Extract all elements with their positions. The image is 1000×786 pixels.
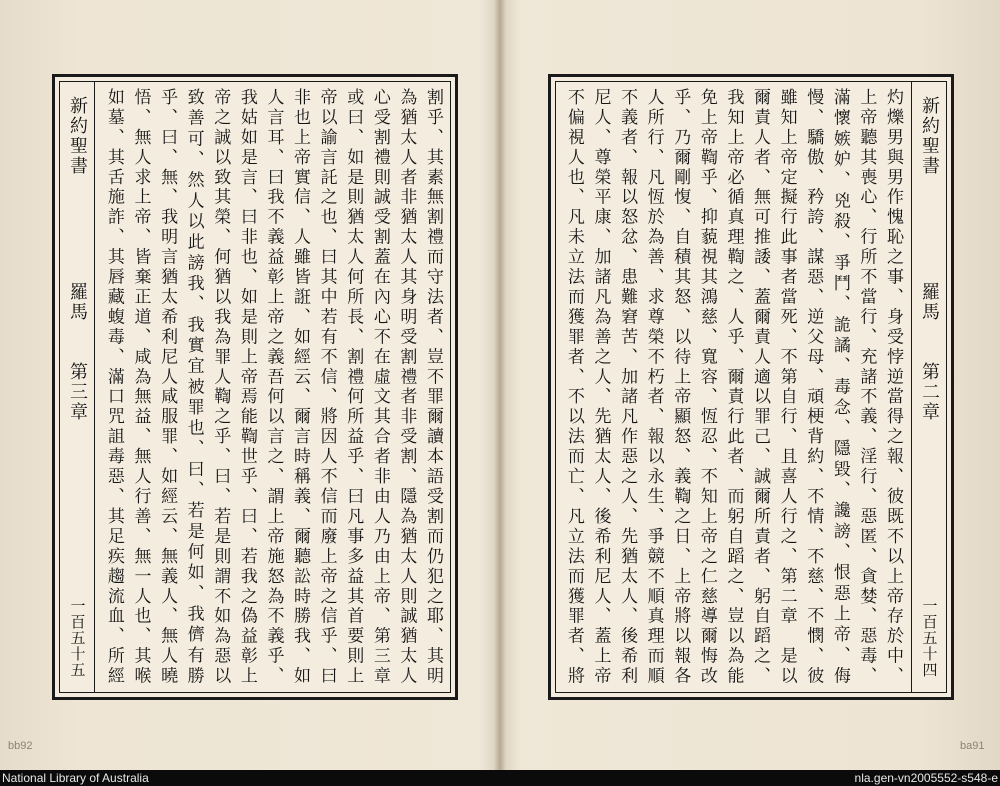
left-pencil-mark: bb92 [8, 740, 33, 752]
right-chapter-label: 第二章 [919, 362, 940, 422]
right-pencil-mark: ba91 [960, 740, 985, 752]
right-section-name: 羅馬 [919, 282, 940, 322]
left-section-name: 羅馬 [67, 282, 88, 322]
footer-identifier: nla.gen-vn2005552-s548-e [854, 771, 998, 785]
left-chapter-label: 第三章 [67, 362, 88, 422]
left-page-frame [59, 81, 451, 693]
right-page-frame [555, 81, 947, 693]
footer-bar [0, 770, 1000, 786]
left-page-number: 一百五十五 [68, 598, 87, 678]
right-page-body: 灼爍男與男作愧恥之事、身受悖逆當得之報、彼既不以上帝存於中、上帝聽其喪心、行所不當行、充諸不義、淫行、惡匿、貪婪、惡毒、滿懷嫉妒、兇殺、爭鬥、詭譎、毒念、隱毀、讒謗、恨惡上帝、侮慢、驕傲、矜誇、謀惡、逆父母、頑梗背約、不情、不慈、不憫、彼雖知上帝定擬行此事者當死、不第自行、且喜人行之、第二章 是以爾責人者、無可推諉、蓋爾責人適以罪己、誠爾所責者、躬自蹈之、我知上帝必循真理鞫之、人乎、爾責行此者、而躬自蹈之、豈以為能免上帝鞫乎、抑藐視其鴻慈、寬容、恆忍、不知上帝之仁慈導爾悔改乎、乃爾剛愎、自積其怒、以待上帝顯怒、義鞫之日、上帝將以報各人所行、凡恆於為善、求尊榮不朽者、報以永生、爭競不順真理而順不義者、報以怒忿、患難窘苦、加諸凡作惡之人、先猶太人、後希利尼人、尊榮平康、加諸凡為善之人、先猶太人、後希利尼人、蓋上帝不偏視人也、凡未立法而獲罪者、不以法而亡、凡立法而獲罪者、將 [563, 88, 903, 686]
left-page-body: 割乎、其素無割禮而守法者、豈不罪爾讀本語受割而仍犯之耶、其明為猶太人者非猶太人其身明受割禮者非受割、隱為猶太人則誠猶太人心受割禮則誠受割蓋在內心不在虛文其合者非由人乃由上帝、第三章 或曰、如是則猶太人何所長、割禮何所益乎、曰凡事多益其首要則上帝以諭言託之也、曰其中若有不信、將因人不信而廢上帝之信乎、曰非也上帝實信、人雖皆誑、如經云、爾言時稱義、爾聽訟時勝我、如人言耳、曰我不義益彰上帝之義吾何以言之、謂上帝施怒為不義乎、我姑如是言、曰非也、如是則上帝焉能鞫世乎、曰、若我之偽益彰上帝之誠以致其榮、何猶以我為罪人鞫之乎、曰、若是則謂不如為惡以致善可、然人以此謗我、我實宜被罪也、曰、若是何如、我儕有勝乎、曰、無、我明言猶太希利尼人咸服罪、如經云、無義人、無人曉悟、無人求上帝、皆棄正道、咸為無益、無人行善、無一人也、其喉如墓、其舌施詐、其唇藏蝮毒、滿口咒詛毒惡、其足疾趨流血、所經 [103, 88, 443, 686]
right-page [548, 74, 954, 700]
right-page-margin [911, 82, 946, 692]
left-page [52, 74, 458, 700]
right-page-number: 一百五十四 [920, 598, 939, 678]
book-gutter [494, 0, 506, 770]
footer-library-name: National Library of Australia [2, 771, 149, 785]
left-page-margin [60, 82, 95, 692]
right-book-title: 新約聖書 [919, 96, 940, 176]
left-book-title: 新約聖書 [67, 96, 88, 176]
